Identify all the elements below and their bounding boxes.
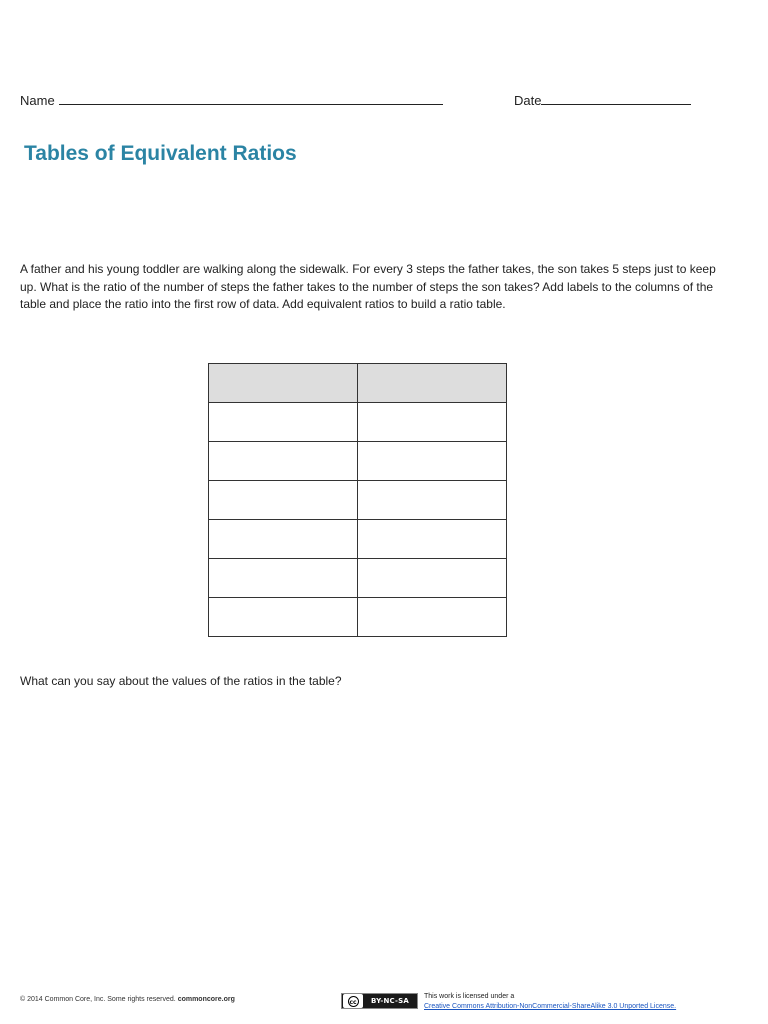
creative-commons-icon	[343, 994, 363, 1008]
table-cell[interactable]	[358, 559, 507, 598]
table-header-row	[209, 364, 507, 403]
ratio-table	[208, 363, 507, 637]
table-cell[interactable]	[358, 403, 507, 442]
date-label: Date	[514, 93, 542, 108]
table-row	[209, 520, 507, 559]
table-cell[interactable]	[209, 598, 358, 637]
column-label-2[interactable]	[358, 364, 507, 403]
license-link[interactable]: Creative Commons Attribution-NonCommercial-ShareAlike 3.0 Unported License.	[424, 1003, 677, 1010]
date-field[interactable]	[514, 92, 691, 108]
table-cell[interactable]	[209, 442, 358, 481]
cc-logo-text: cc	[348, 996, 359, 1007]
name-label: Name	[20, 93, 55, 108]
table-row	[209, 559, 507, 598]
table-row	[209, 481, 507, 520]
table-cell[interactable]	[209, 403, 358, 442]
name-blank-line[interactable]	[59, 92, 443, 105]
site-name: commoncore.org	[177, 996, 235, 1003]
problem-prompt: A father and his young toddler are walking along the sidewalk. For every 3 steps the father takes, the son takes 5 steps just to keep up. What is the ratio of the number of steps the father takes to the number of steps the son takes? Add labels to the columns of the table and place the ratio into the first row of data. Add equivalent ratios to build a ratio table.	[20, 262, 716, 311]
table-cell[interactable]	[209, 559, 358, 598]
follow-up-question: What can you say about the values of the ratios in the table?	[20, 674, 342, 688]
table-row	[209, 403, 507, 442]
table-cell[interactable]	[209, 520, 358, 559]
cc-license-badge[interactable]	[341, 993, 418, 1009]
license-notice	[424, 992, 676, 1012]
table-row	[209, 598, 507, 637]
table-cell[interactable]	[358, 481, 507, 520]
copyright-text: © 2014 Common Core, Inc. Some rights reserved.	[20, 996, 176, 1003]
copyright-notice	[20, 996, 235, 1003]
table-cell[interactable]	[358, 598, 507, 637]
table-row	[209, 442, 507, 481]
column-label-1[interactable]	[209, 364, 358, 403]
cc-badge-text: BY-NC-SA	[370, 997, 410, 1005]
table-cell[interactable]	[209, 481, 358, 520]
table-cell[interactable]	[358, 442, 507, 481]
page-title: Tables of Equivalent Ratios	[24, 142, 297, 165]
name-field[interactable]	[20, 92, 443, 108]
license-intro: This work is licensed under a	[424, 993, 515, 1000]
date-blank-line[interactable]	[541, 92, 691, 105]
table-cell[interactable]	[358, 520, 507, 559]
